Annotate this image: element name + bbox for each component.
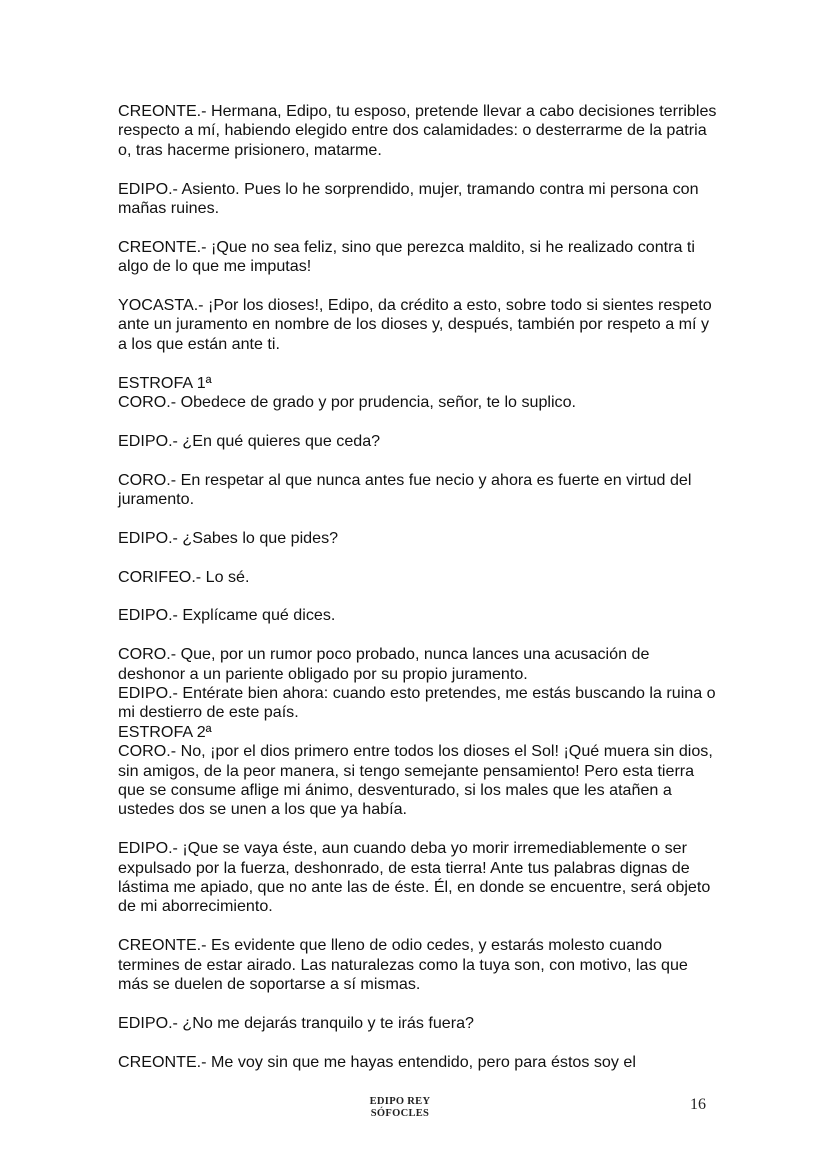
footer-work-title: EDIPO REY [369, 1096, 431, 1107]
paragraph-spacer [118, 277, 718, 296]
paragraph: CORO.- Que, por un rumor poco probado, nunca lances una acusación de deshonor a un pariente obligado por su propio juramento. [118, 645, 650, 683]
paragraph-spacer [118, 451, 718, 470]
paragraph: EDIPO.- ¿Sabes lo que pides? [118, 528, 339, 547]
paragraph: CREONTE.- Me voy sin que me hayas entendido, pero para éstos soy el [118, 1052, 636, 1071]
paragraph-spacer [118, 626, 718, 645]
paragraph: EDIPO.- ¿En qué quieres que ceda? [118, 431, 381, 450]
paragraph-spacer [118, 995, 718, 1014]
paragraph: CORO.- En respetar al que nunca antes fue necio y ahora es fuerte en virtud del juramento. [118, 470, 692, 509]
footer-title [340, 1096, 460, 1120]
paragraph-spacer [118, 820, 718, 839]
paragraph-spacer [118, 548, 718, 567]
paragraph: CORIFEO.- Lo sé. [118, 567, 250, 586]
paragraph-spacer [118, 354, 718, 373]
paragraph: ESTROFA 1ª [118, 373, 212, 392]
paragraph: CREONTE.- Hermana, Edipo, tu esposo, pretende llevar a cabo decisiones terribles respecto a mí, habiendo elegido entre dos calamidades: o desterrarme de la patria o, tras hacerme prisionero, matarme. [118, 102, 717, 159]
paragraph: CORO.- Obedece de grado y por prudencia, señor, te lo suplico. [118, 393, 577, 412]
paragraph-spacer [118, 1033, 718, 1052]
paragraph-spacer [118, 587, 718, 606]
paragraph-spacer [118, 218, 718, 237]
paragraph: EDIPO.- ¡Que se vaya éste, aun cuando deba yo morir irremediablemente o ser expulsado por la fuerza, deshonrado, de esta tierra! Ante tus palabras dignas de lástima me apiado, que no ante las de éste. Él, en donde se encuentre, será objeto de mi aborrecimiento. [118, 839, 711, 916]
paragraph-spacer [118, 412, 718, 431]
page-number: 16 [690, 1096, 706, 1113]
paragraph: CORO.- No, ¡por el dios primero entre todos los dioses el Sol! ¡Qué muera sin dios, sin amigos, de la peor manera, si tengo semejante pensamiento! Pero esta tierra que se consume aflige mi ánimo, desventurado, si los males que les atañen a ustedes dos se unen a los que ya había. [118, 742, 713, 819]
paragraph: EDIPO.- ¿No me dejarás tranquilo y te irás fuera? [118, 1013, 474, 1032]
paragraph: CREONTE.- Es evidente que lleno de odio cedes, y estarás molesto cuando termines de estar airado. Las naturalezas como la tuya son, con motivo, las que más se duelen de soportarse a sí mismas. [118, 936, 688, 994]
paragraph: CREONTE.- ¡Que no sea feliz, sino que perezca maldito, si he realizado contra ti algo de lo que me imputas! [118, 237, 695, 276]
paragraph-spacer [118, 160, 718, 179]
paragraph-spacer [118, 917, 718, 936]
paragraph: EDIPO.- Entérate bien ahora: cuando esto pretendes, me estás buscando la ruina o mi destierro de este país. [118, 684, 716, 722]
paragraph: EDIPO.- Asiento. Pues lo he sorprendido, mujer, tramando contra mi persona con mañas ruines. [118, 179, 699, 218]
paragraph-spacer [118, 509, 718, 528]
footer-author: SÓFOCLES [370, 1108, 430, 1119]
paragraph: ESTROFA 2ª [118, 722, 212, 741]
page-body [118, 102, 718, 1072]
paragraph: YOCASTA.- ¡Por los dioses!, Edipo, da crédito a esto, sobre todo si sientes respeto ante un juramento en nombre de los dioses y, después, también por respeto a mí y a los que están ante ti. [118, 296, 712, 353]
paragraph: EDIPO.- Explícame qué dices. [118, 606, 336, 625]
